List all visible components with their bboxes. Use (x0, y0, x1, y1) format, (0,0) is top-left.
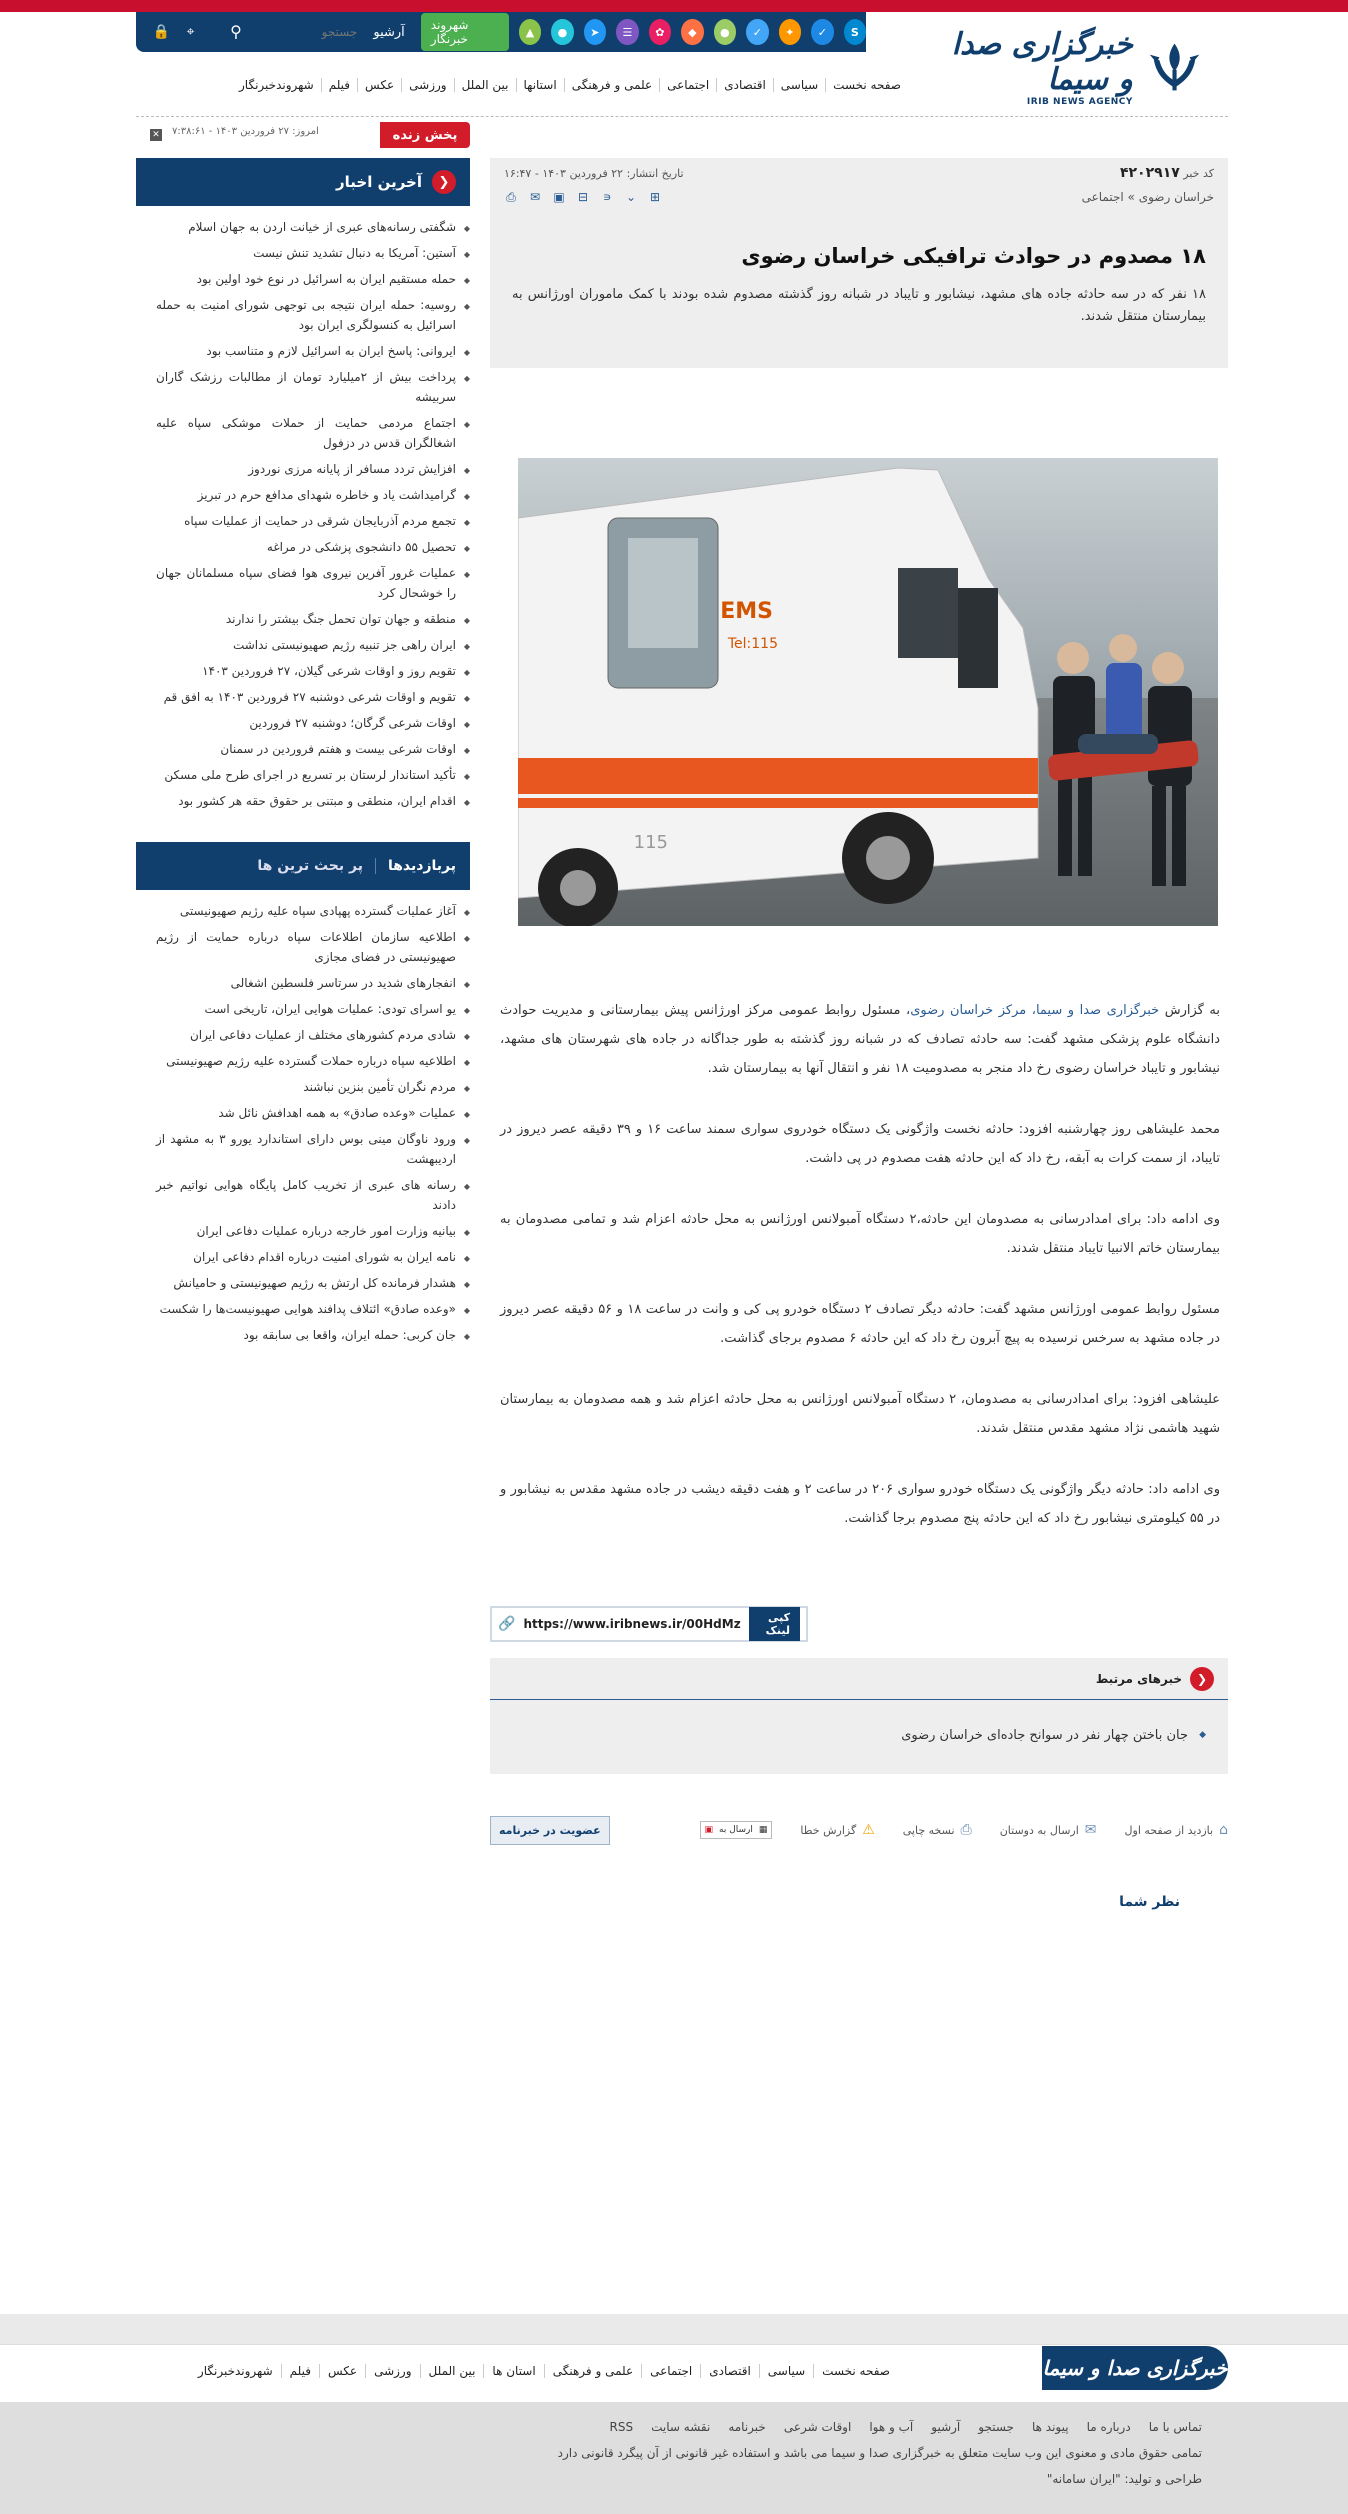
ambulance-scene-image (518, 458, 1218, 926)
latest-news-item[interactable]: ◆ اقدام ایران، منطقی و مبتنی بر حقوق حقه هر کشور بود (136, 788, 470, 814)
footer-link[interactable]: آرشیو (931, 2420, 961, 2434)
send-friends-action[interactable] (1000, 1822, 1097, 1838)
most-viewed-item[interactable]: ◆ یو اسرای تودی: عملیات هوایی ایران، تاریخی است (136, 996, 470, 1022)
article-header (490, 158, 1228, 368)
live-stream-button[interactable]: پخش زنده (380, 122, 470, 148)
report-error-label: گزارش خطا (800, 1823, 857, 1837)
igap-icon[interactable]: ✓ (746, 19, 768, 45)
top-stripe (0, 0, 1348, 12)
footer-link[interactable]: درباره ما (1086, 2420, 1131, 2434)
splus-icon[interactable]: S (844, 19, 866, 45)
article-paragraph: محمد علیشاهی روز چهارشنبه افزود: حادثه نخست واژگونی یک دستگاه خودروی سواری سمند ساعت ۱۶ و ۳۹ دقیقه عصر دیروز در تایباد، از سمت کرات به آبقه، رخ داد که این حادثه هفت مصدوم در پی داشت. (500, 1122, 1220, 1166)
related-news-header (490, 1658, 1228, 1700)
home-visit-label: بازدید از صفحه اول (1124, 1823, 1214, 1837)
android-icon[interactable]: ▲ (519, 19, 541, 45)
latest-news-item[interactable]: ◆ اوقات شرعی بیست و هفتم فروردین در سمنان (136, 736, 470, 762)
most-viewed-item[interactable]: ◆ شادی مردم کشورهای مختلف از عملیات دفاعی ایران (136, 1022, 470, 1048)
most-viewed-item[interactable]: ◆ عملیات «وعده صادق» به همه اهدافش نائل شد (136, 1100, 470, 1126)
print-icon[interactable]: ⎙ (506, 189, 516, 204)
article-paragraph: مسئول روابط عمومی اورژانس مشهد گفت: حادثه دیگر تصادف ۲ دستگاه خودرو پی کی و وانت در ساعت ۱۸ و ۵۶ دقیقه عصر دیروز در جاده مشهد به سرخس نرسیده به پیچ آبرون رخ داد که این حادثه ۶ مصدوم برجای گذاشت. (500, 1302, 1220, 1346)
share-label: ارسال به (719, 1825, 753, 1835)
article-paragraph: علیشاهی افزود: برای امدادرسانی به مصدومان، ۲ دستگاه آمبولانس اورژانس به محل حادثه اعزام شد و همه مصدومان به بیمارستان شهید هاشمی نژاد مشهد مقدس منتقل شدند. (500, 1392, 1221, 1436)
apple-icon[interactable]: ● (551, 19, 573, 45)
save-icon[interactable]: ▣ (553, 190, 565, 204)
link-icon: 🔗 (498, 1616, 516, 1632)
tab-most-viewed[interactable]: پربازدیدها (387, 858, 456, 874)
aparat-icon[interactable]: ✦ (779, 19, 801, 45)
font-increase-icon[interactable]: ⊞ (649, 190, 661, 204)
news-code (1120, 165, 1214, 181)
article-paragraph (500, 996, 1220, 1083)
nav-item-science-culture[interactable]: علمی و فرهنگی (564, 78, 659, 92)
tab-most-discussed[interactable]: پر بحث ترین ها (257, 858, 363, 874)
nav-divider (136, 116, 1228, 117)
bale-icon[interactable]: ● (714, 19, 736, 45)
nav-item-economy[interactable]: اقتصادی (716, 78, 773, 92)
news-code-value: ۴۲۰۲۹۱۷ (1119, 165, 1180, 181)
footer-menu-item[interactable]: اقتصادی (700, 2364, 759, 2378)
publish-date (504, 167, 684, 180)
chevron-down-icon[interactable]: ⌄ (625, 190, 637, 204)
print-action[interactable] (903, 1822, 972, 1838)
latest-news-item[interactable]: ◆ اجتماع مردمی حمایت از حملات موشکی سپاه علیه اشغالگران قدس در دزفول (136, 410, 470, 456)
footer-menu-item[interactable]: صفحه نخست (813, 2364, 898, 2378)
most-viewed-item[interactable]: ◆ نامه ایران به شورای امنیت درباره اقدام دفاعی ایران (136, 1244, 470, 1270)
most-viewed-item[interactable]: ◆ مردم نگران تأمین بنزین نباشند (136, 1074, 470, 1100)
footer-menu-item[interactable]: ورزشی (365, 2364, 419, 2378)
most-viewed-item[interactable]: ◆ هشدار فرمانده کل ارتش به رژیم صهیونیستی و حامیانش (136, 1270, 470, 1296)
main-navigation (232, 72, 908, 98)
footer-link[interactable]: آب و هوا (869, 2420, 914, 2434)
article-meta-row (504, 162, 1214, 184)
footer-logo[interactable]: خبرگزاری صدا و سیما (1042, 2346, 1228, 2390)
newsletter-membership-button[interactable]: عضویت در خبرنامه (490, 1816, 610, 1845)
paragraph-rest: ، مسئول روابط عمومی مرکز اورژانس پیش بیمارستانی و مدیریت حوادث دانشگاه علوم پزشکی مشهد گفت: سه حادثه تصادف که در شبانه روز گذشته به طور جداگانه در جاده های شهرستان های مشهد، نیشابور و تایباد خراسان رضوی رخ داد منجر به مصدومیت ۱۸ نفر و انتقال آنها به بیمارستان شد. (500, 1003, 1220, 1076)
report-error-action[interactable] (800, 1822, 874, 1838)
nav-item-home[interactable]: صفحه نخست (825, 78, 908, 92)
latest-news-item[interactable]: ◆ تقویم روز و اوقات شرعی گیلان، ۲۷ فروردین ۱۴۰۳ (136, 658, 470, 684)
most-viewed-item[interactable]: ◆ اطلاعیه سپاه درباره حملات گسترده علیه رژیم صهیونیستی (136, 1048, 470, 1074)
soroush-icon[interactable]: ✿ (649, 19, 671, 45)
home-icon: ⌂ (1219, 1822, 1228, 1838)
footer-spacer (0, 2314, 1348, 2344)
latest-news-item[interactable]: ◆ آستین: آمریکا به دنبال تشدید تنش نیست (136, 240, 470, 266)
close-icon[interactable]: ✕ (150, 129, 162, 141)
nav-item-sports[interactable]: ورزشی (401, 78, 453, 92)
footer-menu (190, 2364, 898, 2378)
article-paragraph: وی ادامه داد: حادثه دیگر واژگونی یک دستگاه خودرو سواری ۲۰۶ در ساعت ۲ و هفت دقیقه دیشب در جاده مشهد مقدس به نیشابور و در ۵۵ کیلومتری نیشابور رخ داد که این حادثه پنج مصدوم برجا گذاشت. (500, 1482, 1220, 1526)
footer-menu-item[interactable]: بین الملل (420, 2364, 484, 2378)
eitaa-icon[interactable]: ☰ (616, 19, 638, 45)
footer-link[interactable]: اوقات شرعی (783, 2420, 852, 2434)
footer-link[interactable]: RSS (609, 2420, 634, 2434)
footer-link[interactable]: نقشه سایت (651, 2420, 711, 2434)
article-actions (490, 1814, 1228, 1846)
related-news-title: خبرهای مرتبط (1095, 1671, 1182, 1686)
footer-link[interactable]: خبرنامه (728, 2420, 766, 2434)
most-viewed-item[interactable]: ◆ «وعده صادق» ائتلاف پدافند هوایی صهیونیست‌ها را شکست (136, 1296, 470, 1322)
footer-menu-item[interactable]: فیلم (281, 2364, 319, 2378)
send-friends-label: ارسال به دوستان (999, 1823, 1079, 1837)
most-viewed-item[interactable]: ◆ ورود ناوگان مینی بوس دارای استاندارد یورو ۳ به مشهد از اردیبهشت (136, 1126, 470, 1172)
latest-news-item[interactable]: ◆ تجمع مردم آذربایجان شرقی در حمایت از عملیات سپاه (136, 508, 470, 534)
copy-link-button[interactable]: کپی لینک (749, 1607, 800, 1641)
footer-link[interactable]: تماس با ما (1148, 2420, 1202, 2434)
share-box[interactable] (700, 1821, 773, 1839)
lock-icon[interactable]: 🔒 (152, 24, 171, 40)
nav-item-social[interactable]: اجتماعی (659, 78, 716, 92)
citizen-reporter-button[interactable]: شهروند خبرنگار (421, 13, 509, 51)
font-decrease-icon[interactable]: ⊟ (577, 190, 589, 204)
latest-news-header (136, 158, 470, 206)
tab-separator (375, 858, 376, 874)
nav-item-video[interactable]: فیلم (321, 78, 357, 92)
publish-date-label: تاریخ انتشار: (626, 166, 684, 180)
footer-links (610, 2420, 1202, 2434)
irib-emblem-icon (1147, 27, 1202, 107)
photo-plate-text: 115 (633, 832, 668, 853)
most-viewed-list (136, 890, 470, 1352)
latest-news-item[interactable]: ◆ شگفتی رسانه‌های عبری از خیانت اردن به جهان اسلام (136, 214, 470, 240)
most-viewed-item[interactable]: ◆ رسانه های عبری از تخریب کامل پایگاه هوایی نواتیم خبر دادند (136, 1172, 470, 1218)
latest-news-item[interactable]: ◆ اوقات شرعی گرگان؛ دوشنبه ۲۷ فروردین (136, 710, 470, 736)
design-credit: طراحی و تولید: "ایران سامانه" (1046, 2472, 1202, 2486)
nav-item-photo[interactable]: عکس (357, 78, 401, 92)
top-utility-items (136, 12, 866, 52)
copyright-text: تمامی حقوق مادی و معنوی این وب سایت متعلق به خبرگزاری صدا و سیما می باشد و استفاده غیر قانونی از آن پیگرد قانونی دارد (557, 2446, 1202, 2460)
site-logo[interactable] (942, 22, 1202, 112)
virasty-icon[interactable]: ✓ (811, 19, 833, 45)
source-link[interactable]: خبرگزاری صدا و سیما، مرکز خراسان رضوی (910, 1003, 1160, 1018)
telegram-icon[interactable]: ➤ (584, 19, 606, 45)
latest-news-item[interactable]: ◆ گرامیداشت یاد و خاطره شهدای مدافع حرم در تبریز (136, 482, 470, 508)
search-input[interactable] (257, 19, 357, 45)
article-tools (504, 190, 662, 204)
today-date: امروز: ۲۷ فروردین ۱۴۰۳ - ۷:۳۸:۶۱ (172, 126, 319, 137)
most-viewed-item[interactable]: ◆ جان کربی: حمله ایران، واقعا بی سابقه بود (136, 1322, 470, 1348)
latest-news-item[interactable]: ◆ تحصیل ۵۵ دانشجوی پزشکی در مراغه (136, 534, 470, 560)
paragraph-prefix: به گزارش (1164, 1003, 1220, 1018)
archive-link[interactable]: آرشیو (373, 24, 405, 40)
font-default-icon[interactable]: ∍ (602, 190, 612, 204)
footer-menu-item[interactable]: شهروندخبرنگار (197, 2364, 273, 2378)
popular-tabs (136, 842, 470, 890)
news-code-label: کد خبر (1183, 167, 1214, 180)
search-icon[interactable]: ⚲ (230, 22, 242, 41)
latest-news-item[interactable]: ◆ ایران راهی جز تنبیه رژیم صهیونیستی نداشت (136, 632, 470, 658)
comments-title: نظر شما (1119, 1894, 1180, 1910)
photo-ems-text: EMS (720, 599, 773, 624)
nav-item-international[interactable]: بین الملل (454, 78, 516, 92)
footer-link[interactable]: پیوند ها (1031, 2420, 1069, 2434)
chevron-left-icon[interactable]: ❮ (432, 170, 456, 194)
latest-news-item[interactable]: ◆ ایروانی: پاسخ ایران به اسرائیل لازم و متناسب بود (136, 338, 470, 364)
latest-news-item[interactable]: ◆ منطقه و جهان توان تحمل جنگ بیشتر را ندارند (136, 606, 470, 632)
latest-news-item[interactable]: ◆ تقویم و اوقات شرعی دوشنبه ۲۷ فروردین ۱۴۰۳ به افق قم (136, 684, 470, 710)
sidebar (136, 158, 470, 1352)
article-lead: ۱۸ نفر که در سه حادثه جاده های مشهد، نیشابور و تایباد در شبانه روز گذشته مصدوم شده بودند با کمک ماموران اورژانس به بیمارستان منتقل شدند. (512, 287, 1206, 324)
share-services-icon: ▦ (758, 1825, 768, 1835)
footer-menu-item[interactable]: سیاسی (759, 2364, 813, 2378)
short-link-box (490, 1606, 808, 1642)
footer-menu-item[interactable]: عکس (319, 2364, 365, 2378)
home-visit-action[interactable] (1125, 1822, 1228, 1838)
photo-tel-text: Tel:115 (727, 636, 778, 652)
envelope-icon: ✉ (1084, 1822, 1097, 1838)
breadcrumb[interactable]: خراسان رضوی » اجتماعی (1081, 190, 1214, 204)
article-title: ۱۸ مصدوم در حوادث ترافیکی خراسان رضوی (741, 244, 1206, 268)
email-icon[interactable]: ✉ (529, 190, 541, 204)
article-breadcrumb-row (504, 186, 1214, 208)
latest-news-title: آخرین اخبار (336, 173, 422, 191)
most-viewed-item[interactable]: ◆ اطلاعیه سازمان اطلاعات سپاه درباره حمایت از رژیم صهیونیستی در فضای مجازی (136, 924, 470, 970)
latest-news-item[interactable]: ◆ حمله مستقیم ایران به اسرائیل در نوع خود اولین بود (136, 266, 470, 292)
nav-item-politics[interactable]: سیاسی (773, 78, 825, 92)
warning-icon: ⚠ (862, 1822, 875, 1838)
most-viewed-item[interactable]: ◆ انفجارهای شدید در سرتاسر فلسطین اشغالی (136, 970, 470, 996)
logo-persian-text: خبرگزاری صدا و سیما (951, 27, 1133, 97)
rubika-icon[interactable]: ◆ (681, 19, 703, 45)
printer-icon: ⎙ (960, 1822, 972, 1838)
publish-date-value: ۲۲ فروردین ۱۴۰۳ - ۱۶:۴۷ (504, 166, 624, 180)
latest-news-item[interactable]: ◆ پرداخت بیش از ۲میلیارد تومان از مطالبات رزشک گاران سربیشه (136, 364, 470, 410)
article-body (500, 996, 1220, 1565)
footer-menu-item[interactable]: علمی و فرهنگی (544, 2364, 641, 2378)
footer-menu-item[interactable]: استان ها (483, 2364, 543, 2378)
related-news-item[interactable]: ◆ جان باختن چهار نفر در سوانح جاده‌ای خراسان رضوی (490, 1728, 1228, 1743)
footer-link[interactable]: جستجو (978, 2420, 1014, 2434)
article-paragraph: وی ادامه داد: برای امدادرسانی به مصدومان این حادثه،۲ دستگاه آمبولانس اورژانس به محل حادثه اعزام شد و تمامی مصدومان به بیمارستان خاتم الانبیا تایباد منتقل شدند. (500, 1212, 1220, 1256)
nav-item-provinces[interactable]: استانها (516, 78, 564, 92)
print-label: نسخه چاپی (902, 1823, 955, 1837)
latest-news-list (136, 206, 470, 818)
share-icon: ▣ (704, 1825, 714, 1835)
logo-text (942, 27, 1133, 107)
article-photo (518, 458, 1218, 926)
short-link-url[interactable]: https://www.iribnews.ir/00HdMz (523, 1617, 741, 1631)
footer-menu-item[interactable]: اجتماعی (641, 2364, 700, 2378)
rss-icon[interactable]: ⌖ (186, 24, 195, 40)
chevron-left-icon: ❮ (1190, 1667, 1214, 1691)
most-viewed-item[interactable]: ◆ آغاز عملیات گسترده پهپادی سپاه علیه رژیم صهیونیستی (136, 898, 470, 924)
latest-news-item[interactable]: ◆ تأکید استاندار لرستان بر تسریع در اجرای طرح ملی مسکن (136, 762, 470, 788)
logo-english-text: IRIB NEWS AGENCY (1026, 97, 1133, 107)
latest-news-item[interactable]: ◆ روسیه: حمله ایران نتیجه بی توجهی شورای امنیت به حمله اسرائیل به کنسولگری ایران بود (136, 292, 470, 338)
latest-news-item[interactable]: ◆ عملیات غرور آفرین نیروی هوا فضای سپاه مسلمانان جهان را خوشحال کرد (136, 560, 470, 606)
related-news (490, 1658, 1228, 1774)
most-viewed-item[interactable]: ◆ بیانیه وزارت امور خارجه درباره عملیات دفاعی ایران (136, 1218, 470, 1244)
latest-news-item[interactable]: ◆ افزایش تردد مسافر از پایانه مرزی نوردوز (136, 456, 470, 482)
nav-item-citizen-reporter[interactable]: شهروندخبرنگار (239, 78, 314, 92)
